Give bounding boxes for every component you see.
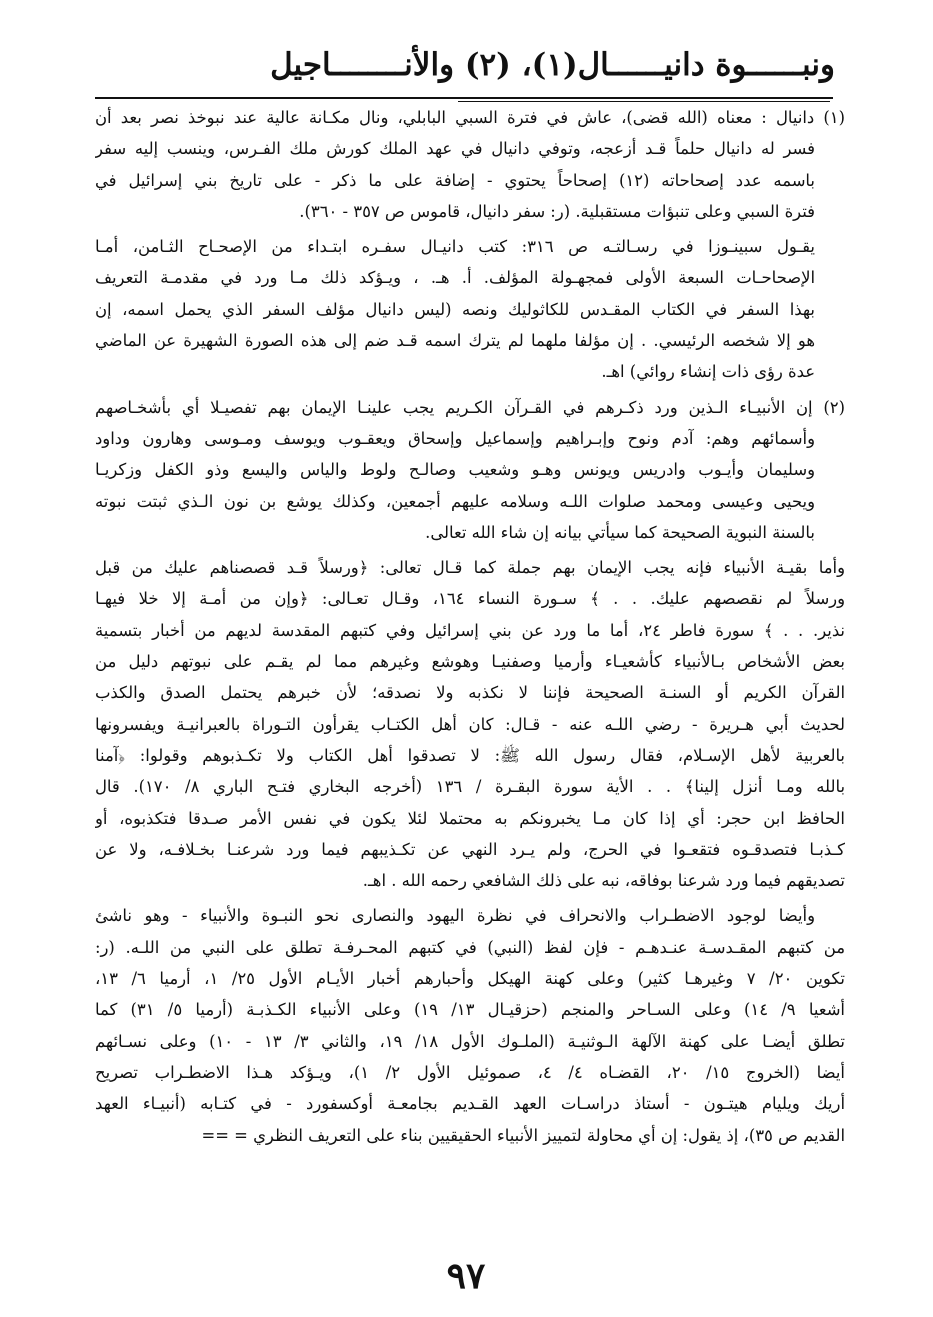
text-line: ويحيى وعيسى ومحمد صلوات اللـه وسلامه عليهم أجمعين، وكذلك يوشع بن نون الـذي ثبتت نبوته (95, 491, 815, 511)
text-line: القديم ص ٣٥)، إذ يقول: إن أي محاولة لتمييز الأنبياء الحقيقيين بناء على التعريف النظري = == (201, 1125, 845, 1145)
text-line: لحديث أبي هـريرة - رضي اللـه عنه - قـال: كان أهل الكتـاب يقرأون التـوراة بالعبرانيـة ويفسرونها (95, 714, 845, 734)
text-line: بهذا السفر في الكتاب المقـدس للكاثوليك ونصه (ليس دانيال مؤلف السفر الذي يحمل اسمه، إن (95, 299, 815, 319)
text-line: بعض الأشخاص بـالأنبياء كأشعيـاء وأرميا وصفنيـا وهوشع وغيرهم مما لم يقـم على نبوتهم دليل من (95, 652, 845, 672)
text-line: (٢) إن الأنبيـاء الـذين ورد ذكـرهم في القـرآن الكـريم يجب علينـا الإيمان بهم تفصيـلا أي بأشخـاصهم (95, 397, 845, 417)
page-number: ٩٧ (446, 1255, 486, 1297)
text-line: وأسمائهم وهم: آدم ونوح وإبـراهيم وإسماعيل وإسحاق ويعقـوب ويوسف ومـوسى وهارون وداود (95, 428, 815, 448)
text-line: تكوين ٢٠/ ٧ وغيرهـا كثير) وعلى كهنة الهيكل وأحبارهم أخبار الأيـام الأول ٢٥/ ١، أرميا ٦/ ١٣، (95, 969, 845, 989)
text-line: فسر له دانيال حلماً قـد أزعجه، وتوفي دانيال في عهد الملك كورش ملك الفـرس، وينسب إليه سفر (95, 139, 815, 159)
text-line: باسمه عدد إصحاحاته (١٢) إصحاحاً يحتوي - إضافة على ما ذكر - على تاريخ بني إسرائيل في (95, 170, 815, 190)
text-line: تطلق أيضـا على كهنة الآلهة الـوثنيـة (الملـوك الأول ١٨/ ١٩، والثاني ٣/ ١٣ - ١٠) وعلى نسـائهم (95, 1031, 845, 1051)
text-line: أريك ويليام هيتـون - أستاذ دراسـات العهد القـديم بجامعـة أوكسفورد - في كتـابه (أنبيـاء العهد (95, 1094, 845, 1114)
paragraph-3 (95, 900, 845, 1150)
text-line: من كتبهم المقـدسـة عنـدهـم - فإن لفظ (النبي) في كتبهم المحـرفـة تطلق على النبي من اللـه. (ر: (95, 937, 845, 957)
text-line: فترة السبي وعلى تنبؤات مستقبلية. (ر: سفر دانيال، قاموس ص ٣٥٧ - ٣٦٠). (299, 201, 815, 221)
text-line: يقـول سبينـوزا في رسـالتـه ص ٣١٦: كتب دانيـال سفـره ابتـداء من الإصحـاح الثـامن، أمـا (95, 237, 815, 257)
paragraph-2 (95, 552, 845, 896)
text-line: وأما بقيـة الأنبياء فإنه يجب الإيمان بهم جملة كما قـال تعالى: ﴿ورسلاً قـد قصصناهم عليك من قبل (95, 558, 845, 578)
text-line: بالعربية لأهل الإسـلام، فقال رسول الله ﷺ: لا تصدقوا أهل الكتاب ولا تكـذبوهم وقولوا: ﴿آمنا (95, 745, 845, 765)
text-line: بالسنة النبوية الصحيحة كما سيأتي بيانه إن شاء الله تعالى. (425, 522, 815, 542)
text-line: أشعيا ٩/ ١٤) وعلى السـاحر والمنجم (حزقيـال ١٣/ ١٩) وعلى الأنبياء الكـذبـة (أرميا ٥/ ٣١) كما (95, 1000, 845, 1020)
text-line: ورسلاً لم نقصصهم عليك. . . ﴾ سـورة النساء ١٦٤، وقـال تعـالى: ﴿وإن من أمـة إلا خلا فيهـا (95, 589, 845, 609)
text-line: عدة رؤى ذات إنشاء روائي) اهـ. (601, 362, 815, 382)
header-rule (95, 97, 833, 99)
footnote-1-continued (95, 231, 845, 387)
text-line: القرآن الكريم أو السنـة الصحيحة فإننا لا نكذبه ولا نصدقه؛ لأن خبرهم يحتمل الصدق والكذب (95, 683, 845, 703)
footnote-2 (95, 392, 845, 548)
text-line: الحافظ ابن حجر: أي إذا كان مـا يخبرونكم به محتملا لئلا يكون في نفس الأمر صـدقا فتكذبوه، أو (95, 808, 845, 828)
text-line: هو إلا شخصه الرئيسي. . إن مؤلفا ملهما لم يترك اسمه قـد ضم إلى هذه الصورة الشهيرة عن الماضي (95, 331, 815, 351)
text-line: نذير. . . ﴾ سورة فاطر ٢٤، أما ما ورد عن بني إسرائيل وفي كتبهم المقدسة لديهم من أخبار بتسمية (95, 620, 845, 640)
text-line: وأيضا لوجود الاضطـراب والانحراف في نظرة اليهود والنصارى نحو النبـوة والأنبياء - وهو ناشئ (95, 906, 815, 926)
text-line: (١) دانيال : معناه (الله قضى)، عاش في فترة السبي البابلي، ونال مكـانة عالية عند نبوخذ نصر بعد أن (95, 108, 845, 127)
running-header: ونبــــــوة دانيــــــال(١)، (٢) والأنــــــــاجيل (270, 47, 835, 83)
text-line: بالله ومـا أنزل إلينا﴾ . . الأية سورة البقـرة / ١٣٦ (أخرجه البخاري فتـح الباري ٨/ ١٧٠). قال (95, 777, 845, 797)
page-body (95, 102, 845, 1222)
text-line: تصديقهم فيما ورد شرعنا بوفاقه، نبه على ذلك الشافعي رحمه الله . اهـ. (362, 871, 845, 891)
text-line: أيضا (الخروج ١٥/ ٢٠، القضـاه ٤/ ٤، صموئيل الأول ٢/ ١)، ويـؤكد هـذا الاضطـراب تصريح (95, 1062, 845, 1082)
text-line: كـذبـا فتصدقـوه فتقعـوا في الحرج، ولم يـرد النهي عن تكـذيبهم فيما ورد شرعنـا بخـلافـه، ولا عن (95, 839, 845, 859)
text-line: وسليمان وأيـوب وادريس ويونس وهـو وشعيب وصالـح ولوط والياس واليسع وذو الكفل وزكريـا (95, 460, 815, 480)
text-line: الإصحاحـات السبعة الأولى فمجهـولة المؤلف. أ. هـ. ، ويـؤكد ذلك مـا ورد في مقدمـة التعريف (95, 268, 815, 288)
footnote-1 (95, 102, 845, 227)
